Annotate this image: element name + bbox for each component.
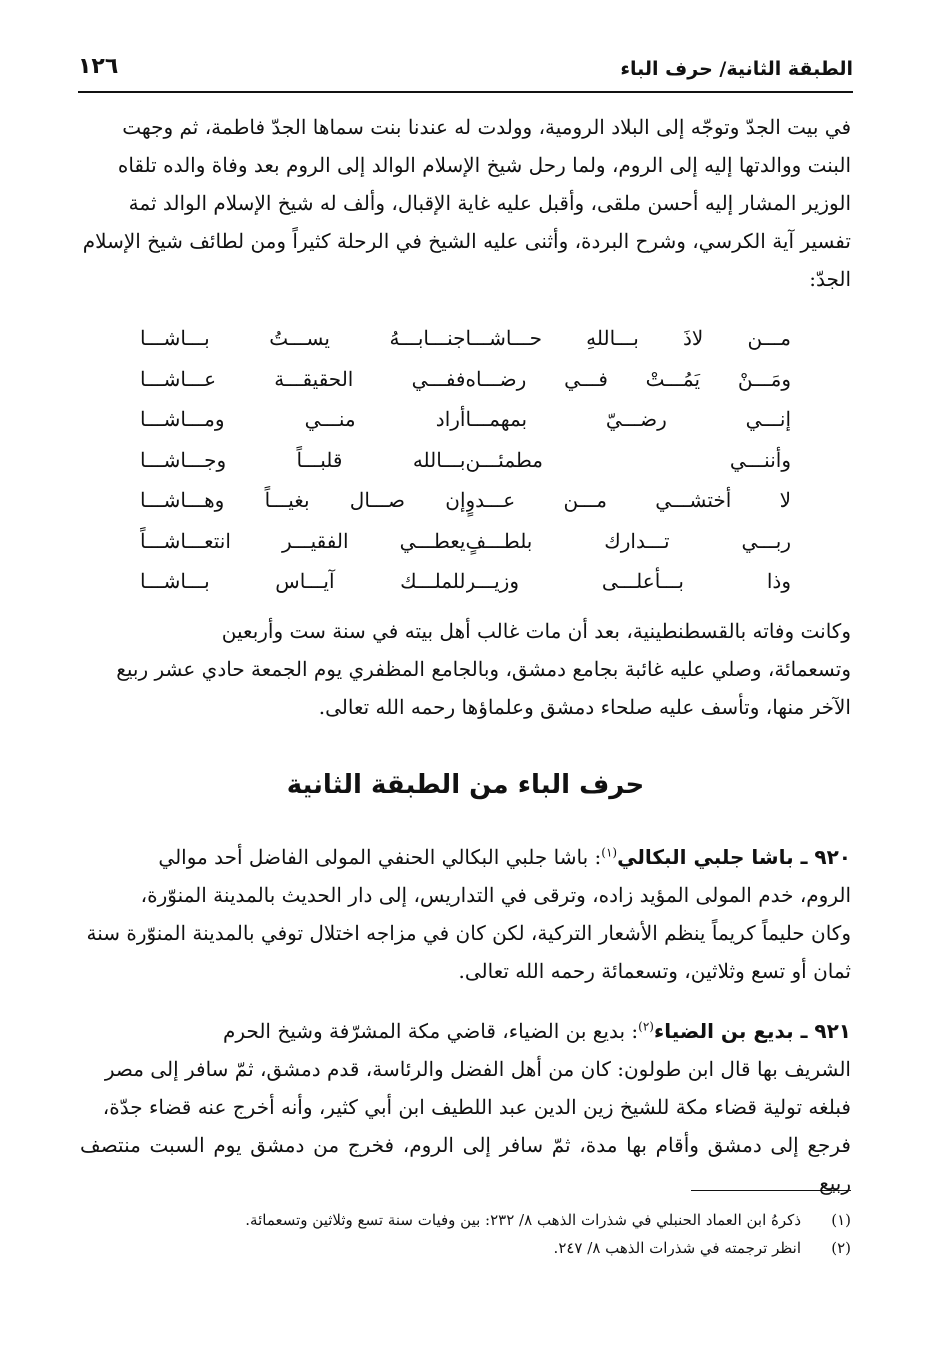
footnote xyxy=(80,1206,851,1234)
header-divider xyxy=(78,91,853,93)
footnote-ref: (١) xyxy=(601,845,618,860)
verse-first-hemistich: وأننـــي مطمئـــن xyxy=(465,447,791,472)
text-line: الوزير المشار إليه أحسن ملقى، وأقبل عليه غاية الإقبال، وألف له شيخ الإسلام الوالد ثمة xyxy=(128,191,851,215)
poem-verse xyxy=(140,521,791,562)
footnote-number: (١) xyxy=(831,1211,851,1229)
poem-verse xyxy=(140,561,791,602)
death-paragraph xyxy=(80,612,851,726)
entry-text: : بديع بن الضياء، قاضي مكة المشرّفة وشيخ الحرم xyxy=(222,1019,639,1043)
header-title: الطبقة الثانية/ حرف الباء xyxy=(620,58,853,80)
verse-second-hemistich: إن صـــال بغيـــاً وهـــاشـــا xyxy=(140,488,466,512)
verse-first-hemistich: ربـــي تـــدارك بلطـــفٍ xyxy=(465,528,791,553)
entry-text: : باشا جلبي البكالي الحنفي المولى الفاضل أحد موالي xyxy=(158,845,602,869)
verse-second-hemistich: بـــالله قلبـــاً وجـــاشـــا xyxy=(140,447,466,472)
verse-second-hemistich: جنـــابـــهُ يســـتُ بـــاشـــا xyxy=(140,326,466,350)
page-number: ١٢٦ xyxy=(78,54,119,79)
text-line: الشريف بها قال ابن طولون: كان من أهل الفضل والرئاسة، قدم دمشق، ثمّ سافر إلى مصر xyxy=(104,1057,851,1081)
poem xyxy=(140,318,791,602)
text-line: الجدّ: xyxy=(809,267,851,291)
text-line: البنت ووالدتها إليه إلى الروم، ولما رحل شيخ الإسلام الوالد إلى الروم بعد وفاة والده تلقاه xyxy=(117,153,851,177)
section-heading: حرف الباء من الطبقة الثانية xyxy=(286,770,645,800)
text-line: الروم، خدم المولى المؤيد زاده، وترقى في التداريس، إلى دار الحديث بالمدينة المنوّرة، xyxy=(140,883,851,907)
entry-920 xyxy=(80,838,851,990)
entry-first-line xyxy=(80,838,851,876)
verse-first-hemistich: ومَـــنْ يَمُـــتْ فـــي رضـــاه xyxy=(465,366,791,391)
verse-first-hemistich: مـــن لاذَ بـــاللهِ حـــاشـــا xyxy=(465,326,791,350)
verse-second-hemistich: يعطـــي الفقيـــر انتعـــاشـــاً xyxy=(140,528,466,553)
verse-second-hemistich: ففـــي الحقيقـــة عـــاشـــا xyxy=(140,366,466,391)
footnote-text: انظر ترجمته في شذرات الذهب ٨/ ٢٤٧. xyxy=(553,1239,801,1257)
entry-title: ٩٢١ ـ بديع بن الضياء xyxy=(653,1019,851,1043)
text-line: في بيت الجدّ وتوجّه إلى البلاد الرومية، وولدت له عندنا بنت سماها الجدّ فاطمة، ثم وجهت xyxy=(122,115,851,139)
verse-first-hemistich: وذا بـــأعلـــى وزيـــر xyxy=(465,569,791,593)
verse-second-hemistich: للملـــك آيـــاس بـــاشـــا xyxy=(140,569,466,593)
running-header xyxy=(78,52,853,92)
verse-first-hemistich: لا أختشـــي مـــن عـــدوٍ xyxy=(465,488,791,512)
poem-verse xyxy=(140,359,791,400)
text-line: فرجع إلى دمشق وأقام بها مدة، ثمّ سافر إلى الروم، فخرج من دمشق يوم السبت منتصف ربيع xyxy=(80,1133,851,1195)
entry-first-line xyxy=(80,1012,851,1050)
text-line: وكان حليماً كريماً ينظم الأشعار التركية، لكن كان في مزاجه اختلال توفي بالمدينة المنوّرة سنة xyxy=(86,921,851,945)
text-line: وكانت وفاته بالقسطنطينية، بعد أن مات غالب أهل بيته في سنة ست وأربعين xyxy=(221,619,851,643)
verse-second-hemistich: أراد منـــي ومـــاشـــا xyxy=(140,407,466,431)
text-line: وتسعمائة، وصلي عليه غائبة بجامع دمشق، وبالجامع المظفري يوم الجمعة حادي عشر ربيع xyxy=(116,657,851,681)
text-line: الآخر منها، وتأسف عليه صلحاء دمشق وعلماؤها رحمه الله تعالى. xyxy=(318,695,851,719)
footnotes xyxy=(80,1206,851,1262)
poem-verse xyxy=(140,440,791,481)
text-line: ثمان أو تسع وثلاثين، وتسعمائة رحمه الله تعالى. xyxy=(458,959,851,983)
footnote xyxy=(80,1234,851,1262)
intro-paragraph xyxy=(80,108,851,298)
footnote-number: (٢) xyxy=(831,1239,851,1257)
text-line: تفسير آية الكرسي، وشرح البردة، وأثنى عليه الشيخ في الرحلة كثيراً ومن لطائف شيخ الإسلام xyxy=(82,229,851,253)
entry-title: ٩٢٠ ـ باشا جلبي البكالي xyxy=(617,845,851,869)
footnote-divider xyxy=(691,1190,851,1191)
footnote-text: ذكرهُ ابن العماد الحنبلي في شذرات الذهب ٨/ ٢٣٢: بين وفيات سنة تسع وثلاثين وتسعمائة. xyxy=(245,1211,801,1229)
text-line: فبلغه تولية قضاء مكة للشيخ زين الدين عبد اللطيف ابن أبي كثير، وأنه أخرج عنه قضاء جدّة، xyxy=(102,1095,851,1119)
poem-verse xyxy=(140,399,791,440)
verse-first-hemistich: إنـــي رضـــيّ بمهمـــا xyxy=(465,407,791,431)
poem-verse xyxy=(140,480,791,521)
footnote-ref: (٢) xyxy=(638,1019,654,1034)
entry-921 xyxy=(80,1012,851,1202)
poem-verse xyxy=(140,318,791,359)
